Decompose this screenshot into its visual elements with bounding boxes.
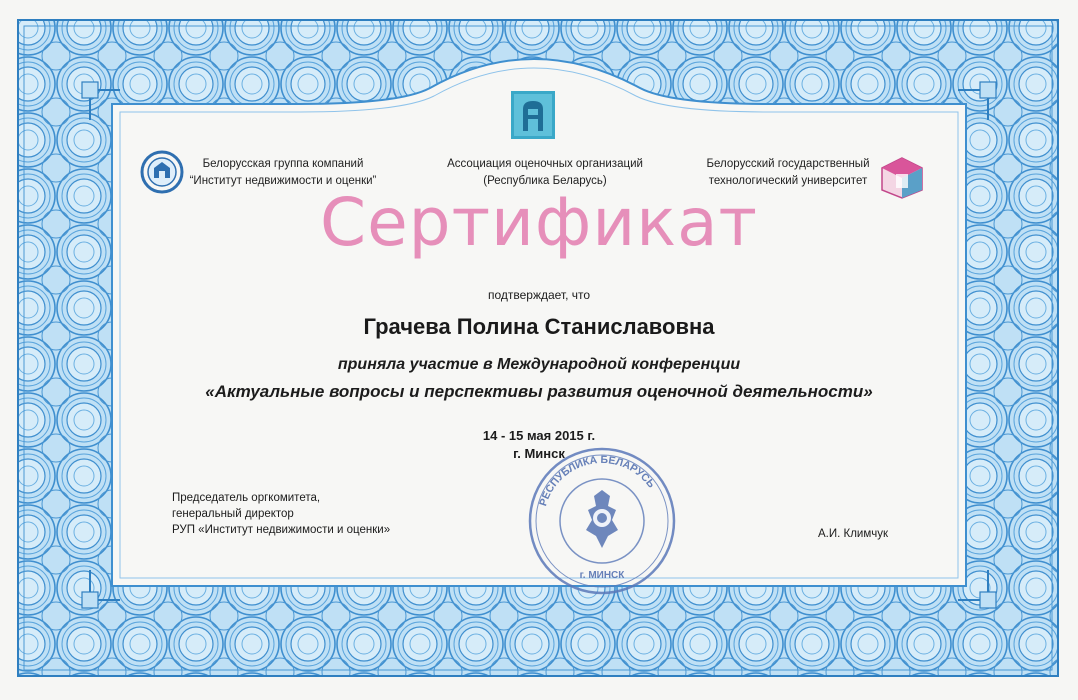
right-org-line2: технологический университет [708, 175, 868, 187]
right-org-line1: Белорусский государственный [706, 158, 870, 170]
recipient-name: Грачева Полина Станиславовна [363, 314, 715, 339]
conference-city: г. Минск [513, 446, 565, 461]
seal-outer-text: РЕСПУБЛИКА БЕЛАРУСЬ [537, 453, 658, 508]
participation-text: приняла участие в Международной конференции [337, 356, 741, 373]
coat-of-arms-icon [586, 490, 618, 548]
seal-bottom-text: г. МИНСК [579, 570, 625, 581]
signer-line3: РУП «Институт недвижимости и оценки» [172, 524, 391, 536]
official-seal-stamp [522, 444, 682, 598]
conference-dates: 14 - 15 мая 2015 г. [482, 428, 596, 443]
signer-line1: Председатель оргкомитета, [172, 492, 321, 504]
left-org-line2: “Институт недвижимости и оценки” [189, 175, 377, 187]
confirms-text: подтверждает, что [487, 288, 591, 302]
center-org-line2: (Республика Беларусь) [483, 175, 607, 187]
left-org-line1: Белорусская группа компаний [202, 158, 364, 170]
association-logo-icon [511, 91, 555, 139]
center-org-line1: Ассоциация оценочных организаций [447, 158, 643, 170]
signer-title [172, 490, 390, 538]
conference-title: «Актуальные вопросы и перспективы развития оценочной деятельности» [205, 382, 873, 401]
signer-line2: генеральный директор [172, 508, 294, 520]
certificate-title: Сертификат [319, 184, 758, 261]
signer-name: А.И. Климчук [818, 528, 889, 540]
